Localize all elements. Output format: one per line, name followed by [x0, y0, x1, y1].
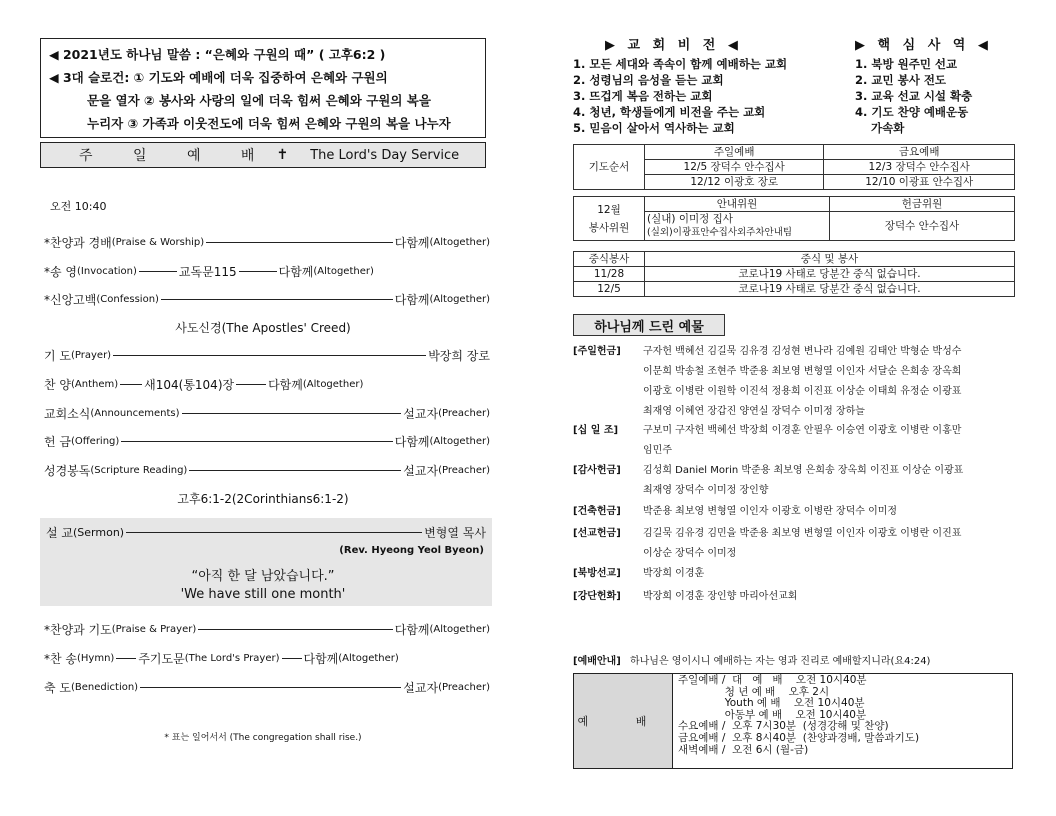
leader-line: [120, 384, 142, 385]
col-header: 금요예배: [824, 145, 1015, 160]
leader-line: [189, 470, 401, 471]
preacher-english: (Rev. Hyeong Yeol Byeon): [339, 545, 484, 556]
order-label-en: (Praise & Prayer): [111, 623, 197, 635]
order-label-en: (Sermon): [73, 525, 125, 539]
worship-times-box: [573, 673, 1013, 769]
order-sermon: [46, 521, 486, 543]
order-leader: 다함께: [278, 264, 314, 279]
names-line: 이상순 장덕수 이미정: [643, 548, 737, 559]
order-label-en: (Prayer): [71, 349, 112, 361]
offering-mission: [573, 524, 1023, 564]
month-label: 12월: [597, 203, 621, 216]
col-header: 중식 및 봉사: [645, 252, 1015, 267]
offering-label: [북방선교]: [573, 568, 621, 579]
offering-thanks: [573, 461, 1023, 501]
slogan-line-1: ◀ 3대 슬로건: ① 기도와 예배에 더욱 집중하여 은혜와 구원의: [49, 70, 388, 85]
order-leader: 다함께: [394, 235, 430, 250]
vision-item: 2. 성령님의 음성을 듣는 교회: [573, 73, 724, 87]
leader-line: [198, 629, 392, 630]
leader-line: [239, 271, 277, 272]
names-line: 이문희 박송철 조현주 박준용 최보영 변형열 이인자 서달순 은희송 장옥희: [643, 366, 962, 377]
worship-times-list: 주일예배 / 대 예 배 오전 10시40분 청 년 예 배 오후 2시 Youth 예 배 오전 10시40분 아동부 예 배 오전 10시40분 수요예배 / 오후 7시30분 (성경강해 및 찬양) 금요예배 / 오후 8시40분 (찬양과경배, 말씀과기도) 새벽예배 / 오전 6시 (월-금): [678, 674, 920, 756]
cell: (실외)이광표안수집사외주차안내팀: [645, 226, 830, 241]
offering-label: [감사헌금]: [573, 465, 621, 476]
names-line: 박장희 이경훈: [643, 568, 705, 579]
order-leader: 다함께: [303, 651, 339, 666]
offering-label: [주일헌금]: [573, 346, 621, 357]
order-leader: 다함께: [394, 622, 430, 637]
order-label: 축 도: [44, 680, 71, 695]
order-leader-en: (Preacher): [438, 681, 490, 693]
service-title-bar: [40, 142, 486, 168]
order-hymn: [44, 647, 490, 669]
service-title-english: The Lord's Day Service: [310, 147, 460, 163]
order-praise: [44, 231, 490, 253]
names-line: 임민주: [643, 445, 672, 456]
order-leader-en: (Altogether): [429, 236, 490, 248]
prayer-schedule-table: [573, 144, 1015, 190]
ministry-item: 1. 북방 원주민 선교: [855, 57, 958, 71]
order-label-en: (Benediction): [71, 681, 139, 693]
order-detail: 교독문115: [178, 264, 237, 279]
col-header: 주일예배: [645, 145, 824, 160]
standing-note: * 표는 일어서서 (The congregation shall rise.): [164, 733, 362, 743]
offering-names: [643, 502, 897, 522]
order-praise-prayer: [44, 618, 490, 640]
cell: 12/10 이광표 안수집사: [824, 175, 1015, 190]
ministry-list: [855, 56, 972, 136]
slogan-line-3: 누리자 ③ 가족과 이웃전도에 더욱 힘써 은혜와 구원의 복을 나누자: [87, 116, 451, 131]
vision-item: 1. 모든 세대와 족속이 함께 예배하는 교회: [573, 57, 788, 71]
cell: 장덕수 안수집사: [830, 212, 1015, 241]
vision-item: 5. 믿음이 살아서 역사하는 교회: [573, 121, 735, 135]
col-header: 중식봉사: [574, 252, 645, 267]
slogan-line-2: 문을 열자 ② 봉사와 사랑의 일에 더욱 힘써 은혜와 구원의 복을: [87, 93, 431, 108]
offering-names: [643, 564, 704, 584]
names-line: 최재영 이혜연 장갑진 양연실 장덕수 이미정 장하늘: [643, 406, 865, 417]
offering-label: [건축헌금]: [573, 506, 621, 517]
order-label-en: (Announcements): [90, 407, 180, 419]
order-label: *찬 송: [44, 651, 77, 666]
order-label-en: (Praise & Worship): [111, 236, 205, 248]
worship-times-label: 예 배: [574, 674, 673, 768]
order-detail: 새104(통104)장: [144, 377, 235, 392]
leader-line: [282, 658, 302, 659]
order-leader: 다함께: [268, 377, 303, 392]
meal-table: [573, 251, 1015, 297]
order-leader-en: (Altogether): [302, 378, 364, 390]
ministry-item: 가속화: [871, 121, 905, 135]
ministry-item: 4. 기도 찬양 예배운동: [855, 105, 969, 119]
cell: 12/12 이광호 장로: [645, 175, 824, 190]
offering-building: [573, 502, 1023, 522]
col-header: 안내위원: [645, 197, 830, 212]
cell: 12/5: [574, 282, 645, 297]
names-line: 구자헌 백혜선 김길묵 김유경 김성현 변나라 김예원 김태안 박형순 박성수: [643, 346, 962, 357]
offering-label: [선교헌금]: [573, 528, 621, 539]
cell: 코로나19 사태로 당분간 중식 없습니다.: [645, 267, 1015, 282]
order-label: *신앙고백: [44, 292, 97, 307]
leader-line: [113, 355, 426, 356]
leader-line: [236, 384, 266, 385]
order-label: 기 도: [44, 348, 71, 363]
leader-line: [121, 441, 392, 442]
cell: 12/3 장덕수 안수집사: [824, 160, 1015, 175]
order-scripture: [44, 459, 490, 481]
order-leader-en: (Altogether): [429, 623, 490, 635]
offering-names: [643, 461, 963, 501]
order-label: 교회소식: [44, 406, 91, 421]
prayer-row-label: 기도순서: [574, 145, 645, 190]
ministry-item: 3. 교육 선교 시설 확충: [855, 89, 973, 103]
col-header: 헌금위원: [830, 197, 1015, 212]
offering-tithe: [573, 421, 1023, 461]
order-leader-en: (Altogether): [429, 293, 490, 305]
worship-guide-label: [예배안내]: [573, 656, 621, 667]
worship-guide: [573, 652, 930, 667]
names-line: 박장희 이경훈 장인향 마리아선교회: [643, 591, 798, 602]
volunteer-label: 봉사위원: [588, 221, 630, 234]
order-leader: 다함께: [394, 292, 430, 307]
offering-names: [643, 524, 961, 564]
scripture-reference: 고후6:1-2(2Corinthians6:1-2): [177, 492, 349, 506]
ministry-item: 2. 교민 봉사 전도: [855, 73, 947, 87]
order-prayer: [44, 344, 490, 366]
order-invocation: [44, 260, 490, 282]
order-leader: 박장희 장로: [428, 348, 490, 363]
vision-title: ▶ 교 회 비 전 ◀: [605, 38, 742, 53]
order-leader-en: (Altogether): [429, 435, 490, 447]
sermon-title-korean: “아직 한 달 남았습니다.”: [191, 569, 335, 584]
order-leader-en: (Altogether): [313, 265, 374, 277]
order-label-en: (Anthem): [71, 378, 119, 390]
order-leader: 변형열 목사: [424, 525, 486, 540]
leader-line: [161, 299, 393, 300]
order-leader: 다함께: [394, 434, 430, 449]
order-detail: 주기도문: [138, 651, 185, 666]
offering-flower: [573, 587, 1023, 607]
order-leader: 설교자: [403, 680, 439, 695]
offering-label: [강단헌화]: [573, 591, 621, 602]
offering-names: [643, 421, 961, 461]
names-line: 최재영 장덕수 이미정 장인향: [643, 485, 769, 496]
order-detail-en: (The Lord's Prayer): [184, 652, 280, 664]
order-label-en: (Invocation): [77, 265, 137, 277]
order-label-en: (Confession): [96, 293, 159, 305]
offering-names: [643, 342, 961, 422]
names-line: 김길묵 김유경 김민을 박준용 최보영 변형열 이인자 이광호 이병란 이진표: [643, 528, 962, 539]
cell: (실내) 이미정 집사: [645, 212, 830, 227]
leader-line: [126, 532, 422, 533]
names-line: 김성희 Daniel Morin 박준용 최보영 은희송 장옥희 이진표 이상순 이광표: [643, 465, 964, 476]
order-label: *송 영: [44, 264, 77, 279]
vision-item: 3. 뜨겁게 복음 전하는 교회: [573, 89, 713, 103]
order-label-en: (Hymn): [77, 652, 115, 664]
order-leader: 설교자: [403, 463, 439, 478]
names-line: 박준용 최보영 변형열 이인자 이광호 이병란 장덕수 이미정: [643, 506, 898, 517]
leader-line: [182, 413, 402, 414]
order-leader-en: (Altogether): [338, 652, 399, 664]
order-leader-en: (Preacher): [438, 464, 490, 476]
order-label: 헌 금: [44, 434, 71, 449]
service-time: 오전 10:40: [50, 200, 107, 213]
order-label: 설 교: [46, 525, 73, 540]
leader-line: [116, 658, 136, 659]
theme-verse-box: [40, 38, 486, 138]
leader-line: [206, 242, 393, 243]
order-announcements: [44, 402, 490, 424]
worship-guide-verse: 하나님은 영이시니 예배하는 자는 영과 진리로 예배할지니라(요4:24): [629, 656, 931, 667]
cross-icon: ✝: [276, 147, 289, 163]
offering-north-mission: [573, 564, 1023, 584]
creed: 사도신경(The Apostles' Creed): [175, 321, 351, 335]
vision-list: [573, 56, 787, 136]
offerings-title: 하나님께 드린 예물: [573, 314, 725, 336]
volunteer-table: [573, 196, 1015, 241]
leader-line: [140, 687, 401, 688]
offering-sunday: [573, 342, 1023, 422]
service-title-korean: 주 일 예 배: [79, 148, 273, 164]
order-label-en: (Scripture Reading): [90, 464, 188, 476]
order-confession: [44, 288, 490, 310]
vision-item: 4. 청년, 학생들에게 비전을 주는 교회: [573, 105, 766, 119]
order-label-en: (Offering): [71, 435, 120, 447]
order-label: 찬 양: [44, 377, 71, 392]
order-benediction: [44, 676, 490, 698]
order-offering: [44, 430, 490, 452]
names-line: 구보미 구자헌 백혜선 박장희 이경훈 안필우 이승연 이광호 이병란 이홍만: [643, 425, 962, 436]
names-line: 이광호 이병란 이원학 이진석 정용희 이진표 이상순 이태희 유정순 이광표: [643, 386, 962, 397]
offering-names: [643, 587, 797, 607]
cell: 코로나19 사태로 당분간 중식 없습니다.: [645, 282, 1015, 297]
order-label: *찬양과 기도: [44, 622, 112, 637]
order-leader: 설교자: [403, 406, 439, 421]
theme-verse: ◀ 2021년도 하나님 말씀 : “은혜와 구원의 때” ( 고후6:2 ): [49, 47, 386, 62]
volunteer-row-label: [574, 197, 645, 241]
order-anthem: [44, 373, 490, 395]
cell: 11/28: [574, 267, 645, 282]
order-label: *찬양과 경배: [44, 235, 112, 250]
leader-line: [139, 271, 177, 272]
offering-label: [십 일 조]: [573, 425, 619, 436]
ministry-title: ▶ 핵 심 사 역 ◀: [855, 38, 992, 53]
order-leader-en: (Preacher): [438, 407, 490, 419]
order-label: 성경봉독: [44, 463, 91, 478]
sermon-title-english: 'We have still one month': [180, 587, 346, 602]
cell: 12/5 장덕수 안수집사: [645, 160, 824, 175]
